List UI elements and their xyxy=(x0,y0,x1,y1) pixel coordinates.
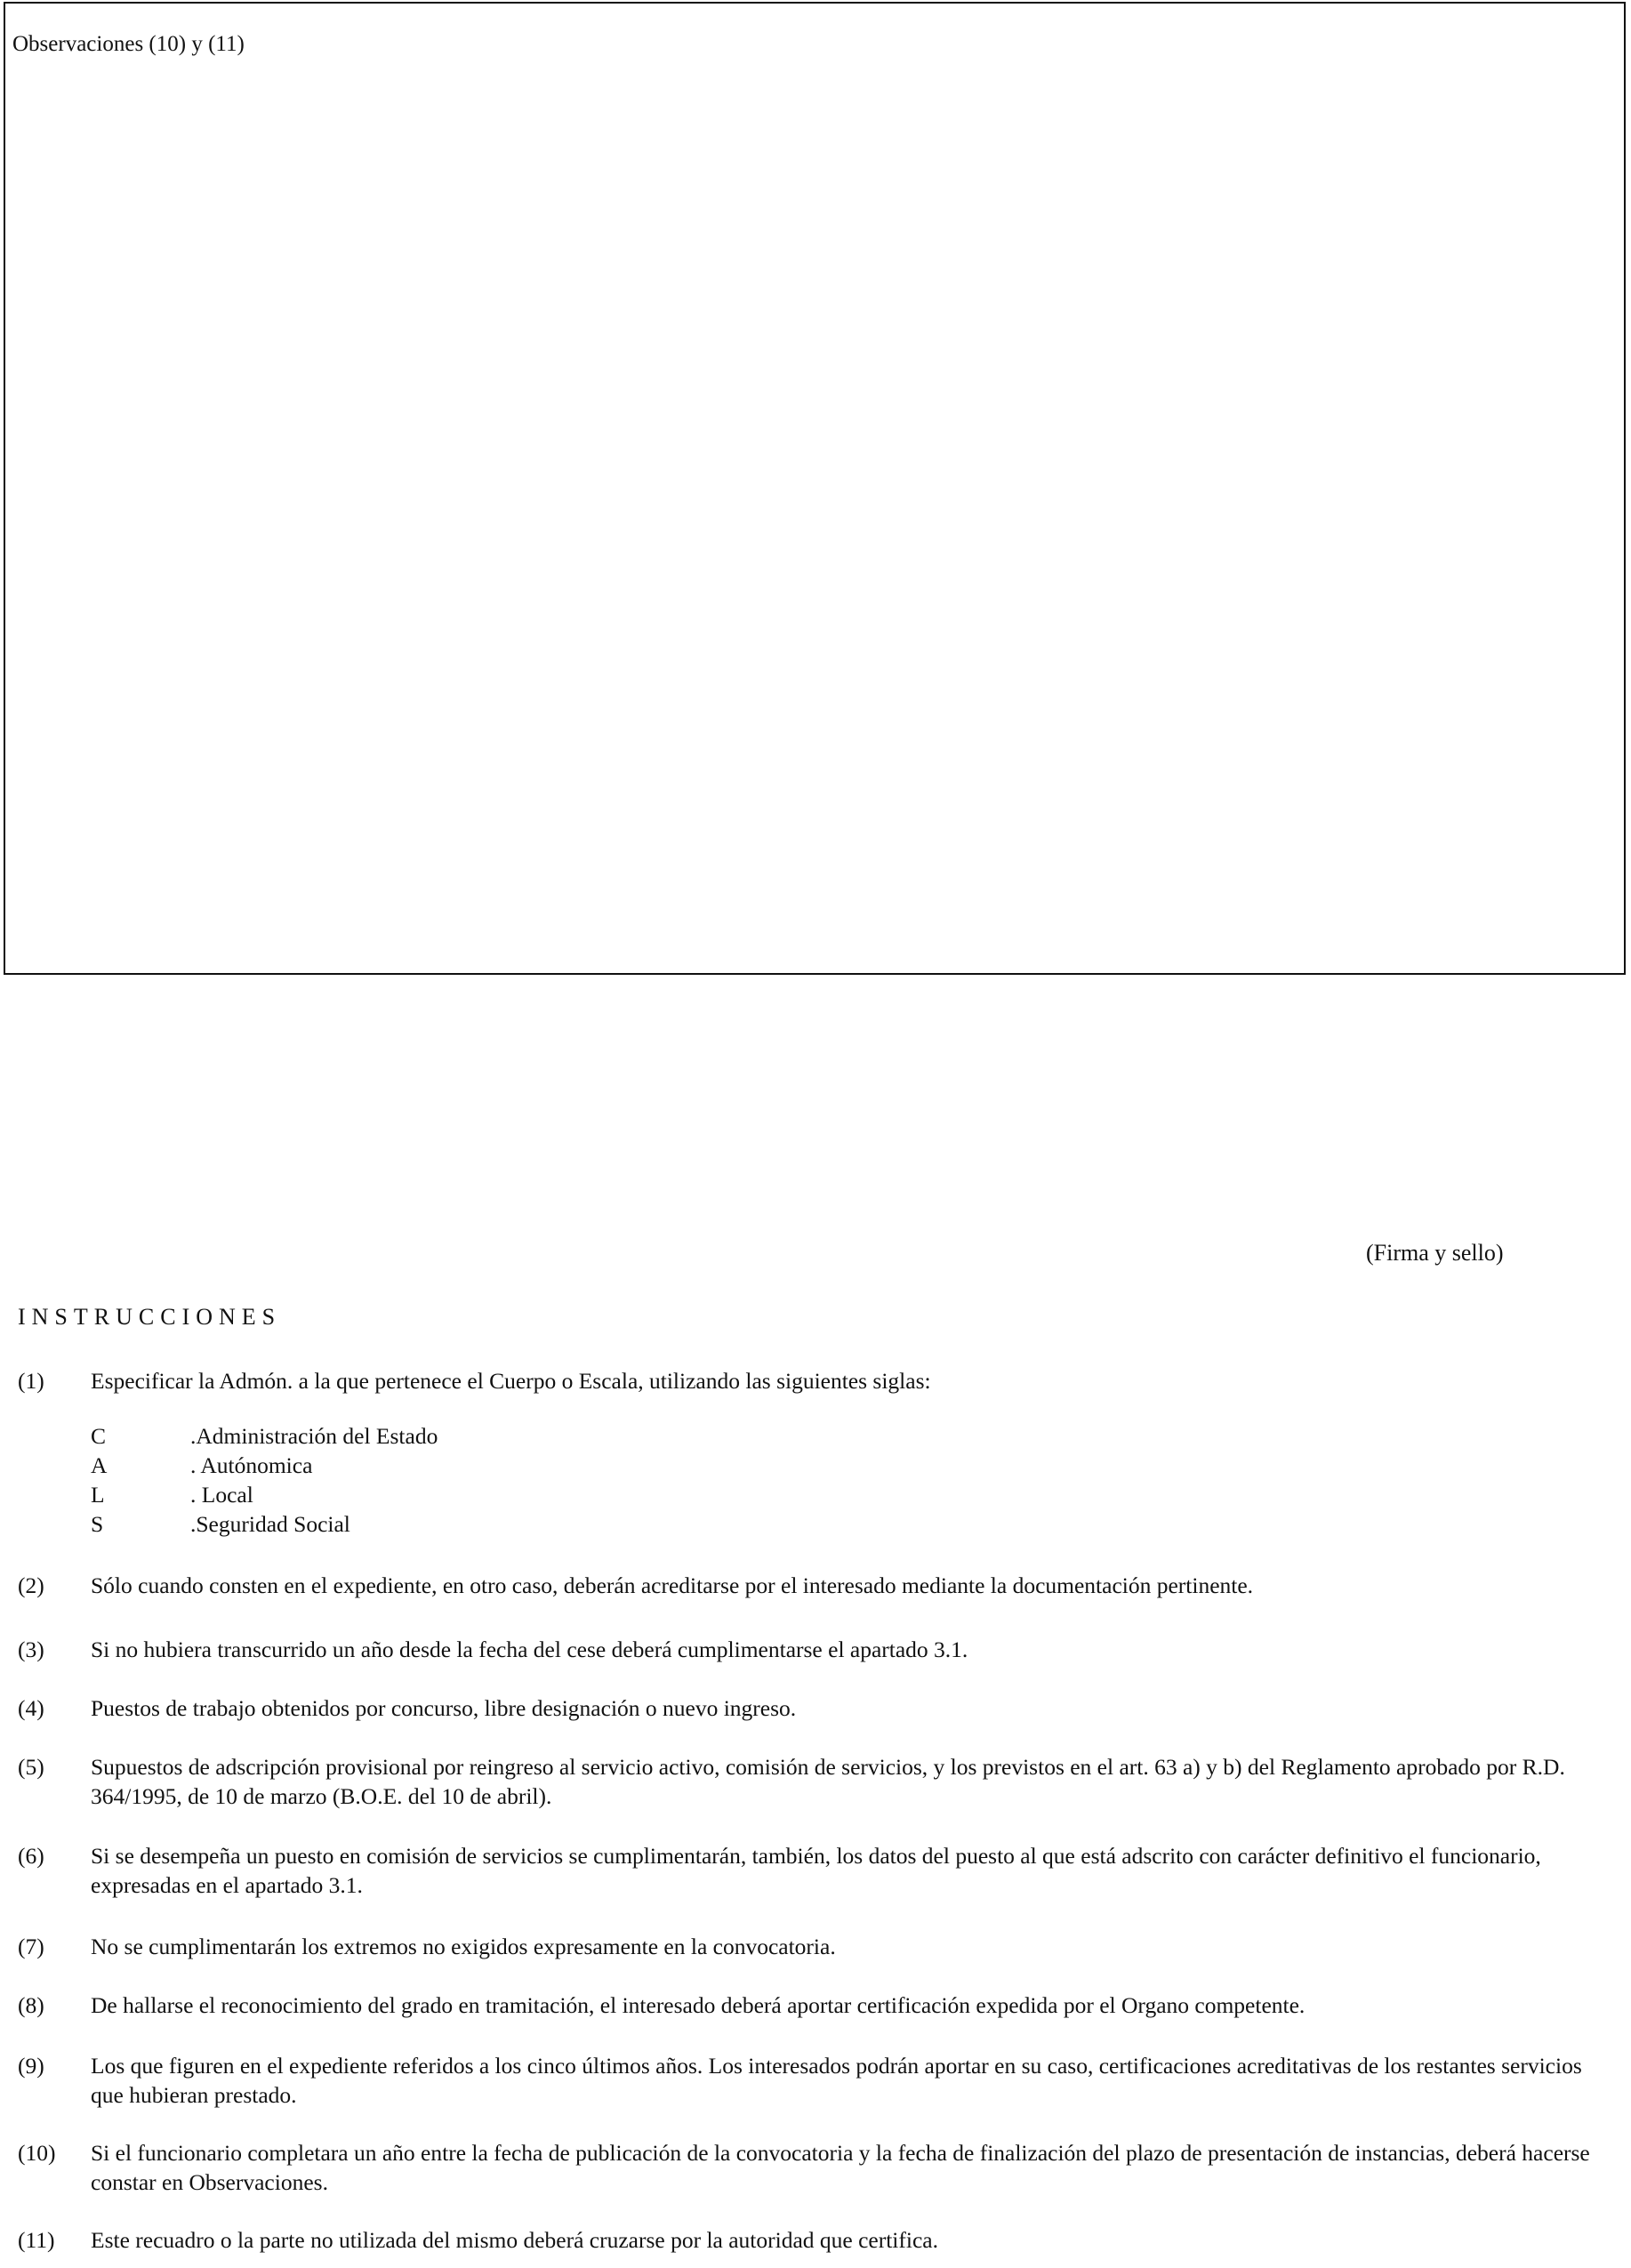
note-number: (6) xyxy=(18,1843,44,1869)
observaciones-label: Observaciones (10) y (11) xyxy=(12,32,245,56)
note-number: (8) xyxy=(18,1992,44,2018)
note-number: (11) xyxy=(18,2227,55,2253)
note-text: Si no hubiera transcurrido un año desde la fecha del cese deberá cumplimentarse el apartado 3.1. xyxy=(91,1637,968,1662)
note-text: Puestos de trabajo obtenidos por concurso, libre designación o nuevo ingreso. xyxy=(91,1695,797,1721)
note-number: (4) xyxy=(18,1695,44,1721)
note-text: No se cumplimentarán los extremos no exigidos expresamente en la convocatoria. xyxy=(91,1934,836,1959)
instruction-note-11 xyxy=(18,2225,1619,2255)
note-number: (5) xyxy=(18,1754,44,1780)
sigla-label: . Autónomica xyxy=(190,1452,313,1478)
instruction-note-9 xyxy=(18,2051,1619,2110)
sigla-row xyxy=(91,1509,350,1539)
note-text: Los que figuren en el expediente referidos a los cinco últimos años. Los interesados podrán aportar en su caso, certificaciones acreditativas de los restantes servicios que hubieran prestado. xyxy=(91,2053,1582,2108)
instruction-note-5 xyxy=(18,1752,1619,1811)
sigla-label: .Seguridad Social xyxy=(190,1511,350,1537)
sigla-code: A xyxy=(91,1452,108,1478)
note-number: (3) xyxy=(18,1637,44,1662)
note-text: Si el funcionario completara un año entre la fecha de publicación de la convocatoria y la fecha de finalización del plazo de presentación de instancias, deberá hacerse constar en Observaciones. xyxy=(91,2140,1590,2195)
sigla-code: L xyxy=(91,1482,105,1508)
sigla-row xyxy=(91,1421,438,1451)
sigla-code: S xyxy=(91,1511,104,1537)
sigla-row xyxy=(91,1480,253,1509)
note-number: (7) xyxy=(18,1934,44,1959)
instruction-note-10 xyxy=(18,2138,1619,2197)
instruction-note-7 xyxy=(18,1932,1619,1961)
firma-y-sello-label: (Firma y sello) xyxy=(1366,1240,1504,1266)
instruction-note-8 xyxy=(18,1991,1619,2020)
note-text: Especificar la Admón. a la que pertenece el Cuerpo o Escala, utilizando las siguientes siglas: xyxy=(91,1368,931,1394)
instruction-note-2 xyxy=(18,1571,1619,1600)
note-text: Si se desempeña un puesto en comisión de servicios se cumplimentarán, también, los datos del puesto al que está adscrito con carácter definitivo el funcionario, expresadas en el apartado 3.1. xyxy=(91,1843,1541,1898)
note-text: Sólo cuando consten en el expediente, en otro caso, deberán acreditarse por el interesado mediante la documentación pertinente. xyxy=(91,1572,1254,1598)
note-number: (1) xyxy=(18,1368,44,1394)
sigla-code: C xyxy=(91,1423,107,1449)
instrucciones-heading: INSTRUCCIONES xyxy=(18,1304,282,1330)
note-text: Este recuadro o la parte no utilizada del mismo deberá cruzarse por la autoridad que certifica. xyxy=(91,2227,938,2253)
note-text: De hallarse el reconocimiento del grado en tramitación, el interesado deberá aportar certificación expedida por el Organo competente. xyxy=(91,1992,1306,2018)
note-number: (10) xyxy=(18,2140,56,2166)
instruction-note-4 xyxy=(18,1693,1619,1723)
instruction-note-6 xyxy=(18,1841,1619,1900)
note-number: (9) xyxy=(18,2053,44,2079)
sigla-label: .Administración del Estado xyxy=(190,1423,438,1449)
instruction-note-1 xyxy=(18,1366,1619,1395)
sigla-row xyxy=(91,1451,312,1480)
observaciones-box xyxy=(4,2,1626,975)
note-text: Supuestos de adscripción provisional por reingreso al servicio activo, comisión de servicios, y los previstos en el art. 63 a) y b) del Reglamento aprobado por R.D. 364/1995, de 10 de marzo (B.O.E. del 10 de abril). xyxy=(91,1754,1565,1809)
sigla-label: . Local xyxy=(190,1482,253,1508)
note-number: (2) xyxy=(18,1572,44,1598)
instruction-note-3 xyxy=(18,1635,1619,1664)
